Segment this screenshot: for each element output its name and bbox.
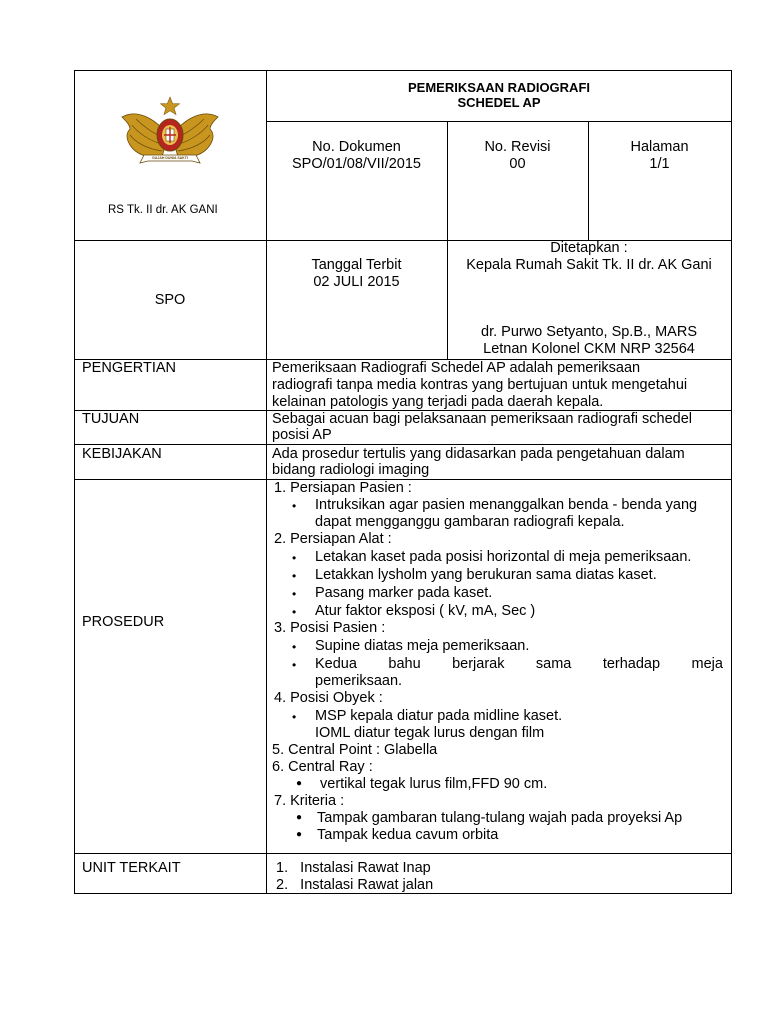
kebijakan-line: bidang radiologi imaging bbox=[272, 462, 430, 478]
step-heading: 4. Posisi Obyek : bbox=[274, 690, 383, 706]
pengertian-line: Pemeriksaan Radiografi Schedel AP adalah pemeriksaan bbox=[272, 360, 641, 376]
step-bullet: Tampak kedua cavum orbita bbox=[317, 827, 499, 843]
unit-terkait-label: UNIT TERKAIT bbox=[82, 860, 181, 876]
page-label: Halaman bbox=[630, 139, 689, 155]
unit-item: 1. Instalasi Rawat Inap bbox=[276, 860, 431, 876]
step-heading: 2. Persiapan Alat : bbox=[274, 531, 392, 547]
step-bullet: Letakan kaset pada posisi horizontal di meja pemeriksaan. bbox=[315, 549, 692, 565]
step-heading: 3. Posisi Pasien : bbox=[274, 620, 386, 636]
step-bullet: Letakkan lysholm yang berukuran sama diatas kaset. bbox=[315, 567, 657, 583]
bullet-icon: • bbox=[292, 640, 297, 654]
approved-by: Kepala Rumah Sakit Tk. II dr. AK Gani bbox=[466, 257, 712, 273]
tujuan-label: TUJUAN bbox=[82, 411, 140, 427]
doc-number-label: No. Dokumen bbox=[312, 139, 401, 155]
step-heading: 5. Central Point : Glabella bbox=[272, 742, 438, 758]
step-bullet-justified bbox=[315, 656, 723, 673]
unit-item: 2. Instalasi Rawat jalan bbox=[276, 877, 434, 893]
kebijakan-label: KEBIJAKAN bbox=[82, 446, 162, 462]
tujuan-line: posisi AP bbox=[272, 427, 332, 443]
approved-label: Ditetapkan : bbox=[550, 240, 628, 256]
bullet-icon: • bbox=[292, 551, 297, 565]
bullet-icon: • bbox=[292, 658, 297, 672]
step-bullet-cont: pemeriksaan. bbox=[315, 673, 403, 689]
revision-label: No. Revisi bbox=[484, 139, 551, 155]
bullet-icon: • bbox=[292, 569, 297, 583]
justified-word: bahu bbox=[388, 656, 421, 672]
signer-rank: Letnan Kolonel CKM NRP 32564 bbox=[483, 341, 695, 357]
tujuan-line: Sebagai acuan bagi pelaksanaan pemeriksaan radiografi schedel bbox=[272, 411, 692, 427]
spo-label: SPO bbox=[154, 292, 186, 308]
step-bullet: Supine diatas meja pemeriksaan. bbox=[315, 638, 530, 654]
step-bullet: vertikal tegak lurus film,FFD 90 cm. bbox=[320, 776, 548, 792]
pengertian-label: PENGERTIAN bbox=[82, 360, 177, 376]
step-bullet-cont: IOML diatur tegak lurus dengan film bbox=[315, 725, 545, 741]
pengertian-line: kelainan patologis yang terjadi pada daerah kepala. bbox=[272, 394, 604, 410]
bullet-icon: ● bbox=[296, 812, 303, 823]
doc-number-value: SPO/01/08/VII/2015 bbox=[292, 156, 421, 172]
justified-word: berjarak bbox=[452, 656, 505, 672]
step-bullet: Pasang marker pada kaset. bbox=[315, 585, 493, 601]
justified-word: sama bbox=[535, 656, 572, 672]
bullet-icon: • bbox=[292, 710, 297, 724]
bullet-icon: ● bbox=[296, 829, 303, 840]
step-bullet: Tampak gambaran tulang-tulang wajah pada proyeksi Ap bbox=[317, 810, 683, 826]
step-bullet: MSP kepala diatur pada midline kaset. bbox=[315, 708, 563, 724]
bullet-icon: ● bbox=[296, 778, 303, 789]
issue-date-label: Tanggal Terbit bbox=[311, 257, 402, 273]
justified-word: Kedua bbox=[315, 656, 357, 672]
step-bullet: Atur faktor eksposi ( kV, mA, Sec ) bbox=[315, 603, 536, 619]
hospital-logo bbox=[118, 95, 222, 175]
issue-date-value: 02 JULI 2015 bbox=[313, 274, 400, 290]
logo-motto: GAJAH DUNIA SAKTI bbox=[152, 156, 188, 160]
signer-name: dr. Purwo Setyanto, Sp.B., MARS bbox=[481, 324, 697, 340]
document-title-line2: SCHEDEL AP bbox=[457, 95, 541, 110]
bullet-icon: • bbox=[292, 605, 297, 619]
bullet-icon: • bbox=[292, 587, 297, 601]
pengertian-line: radiografi tanpa media kontras yang bertujuan untuk mengetahui bbox=[272, 377, 688, 393]
step-heading: 6. Central Ray : bbox=[272, 759, 373, 775]
prosedur-label: PROSEDUR bbox=[82, 614, 165, 630]
justified-word: meja bbox=[691, 656, 723, 672]
page-value: 1/1 bbox=[649, 156, 670, 172]
bullet-icon: • bbox=[292, 499, 297, 513]
kebijakan-line: Ada prosedur tertulis yang didasarkan pada pengetahuan dalam bbox=[272, 446, 685, 462]
step-heading: 1. Persiapan Pasien : bbox=[274, 480, 412, 496]
step-heading: 7. Kriteria : bbox=[274, 793, 345, 809]
justified-word: terhadap bbox=[602, 656, 661, 672]
step-bullet-cont: dapat mengganggu gambaran radiografi kepala. bbox=[315, 514, 625, 530]
hospital-name: RS Tk. II dr. AK GANI bbox=[108, 204, 218, 216]
revision-value: 00 bbox=[509, 156, 526, 172]
step-bullet: Intruksikan agar pasien menanggalkan benda - benda yang bbox=[315, 497, 698, 513]
document-title-line1: PEMERIKSAAN RADIOGRAFI bbox=[407, 80, 590, 95]
